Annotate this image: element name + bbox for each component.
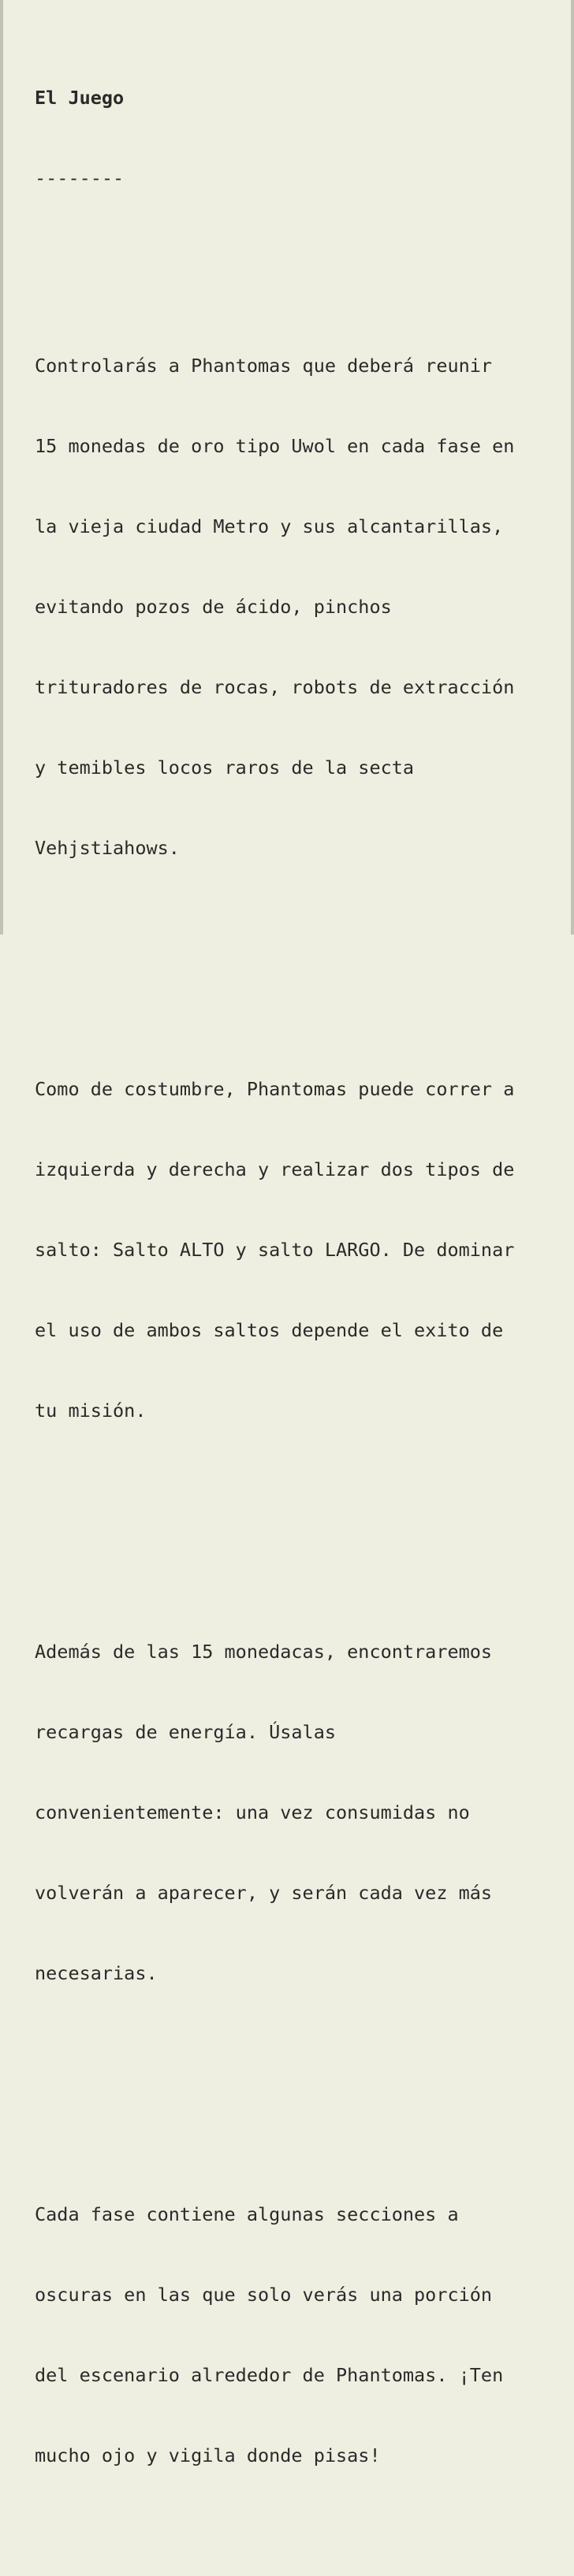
paragraph-line: Además de las 15 monedacas, encontraremos	[35, 1641, 493, 1663]
paragraph-line: el uso de ambos saltos depende el exito de	[35, 1319, 504, 1341]
paragraph-line: mucho ojo y vigila donde pisas!	[35, 2444, 381, 2466]
paragraph-line: Controlarás a Phantomas que deberá reunir	[35, 355, 493, 377]
paragraph-4	[35, 2147, 547, 2522]
paragraph-line: trituradores de rocas, robots de extracción	[35, 676, 515, 698]
paragraph-2	[35, 1022, 547, 1478]
heading-underline: --------	[35, 167, 125, 189]
paragraph-line: recargas de energía. Úsalas	[35, 1721, 337, 1743]
paragraph-line: salto: Salto ALTO y salto LARGO. De dominar	[35, 1239, 515, 1261]
paragraph-line: del escenario alrededor de Phantomas. ¡Ten	[35, 2364, 504, 2386]
paragraph-line: Cada fase contiene algunas secciones a	[35, 2203, 459, 2225]
paragraph-line: evitando pozos de ácido, pinchos	[35, 596, 392, 618]
paragraph-line: convenientemente: una vez consumidas no	[35, 1801, 470, 1823]
paragraph-line: izquierda y derecha y realizar dos tipos de	[35, 1158, 515, 1180]
paragraph-line: volverán a aparecer, y serán cada vez más	[35, 1882, 493, 1904]
paragraph-3	[35, 1585, 547, 2040]
paragraph-line: 15 monedas de oro tipo Uwol en cada fase en	[35, 435, 515, 457]
section-heading: El Juego	[35, 87, 125, 109]
paragraph-line: Vehjstiahows.	[35, 837, 180, 859]
document-body	[35, 31, 547, 2576]
paragraph-line: tu misión.	[35, 1400, 147, 1422]
paragraph-1	[35, 299, 547, 915]
paragraph-line: la vieja ciudad Metro y sus alcantarillas,	[35, 515, 504, 537]
paragraph-line: necesarias.	[35, 1962, 158, 1984]
paragraph-line: y temibles locos raros de la secta	[35, 756, 415, 779]
paragraph-line: Como de costumbre, Phantomas puede correr a	[35, 1078, 515, 1100]
paragraph-line: oscuras en las que solo verás una porción	[35, 2284, 493, 2306]
